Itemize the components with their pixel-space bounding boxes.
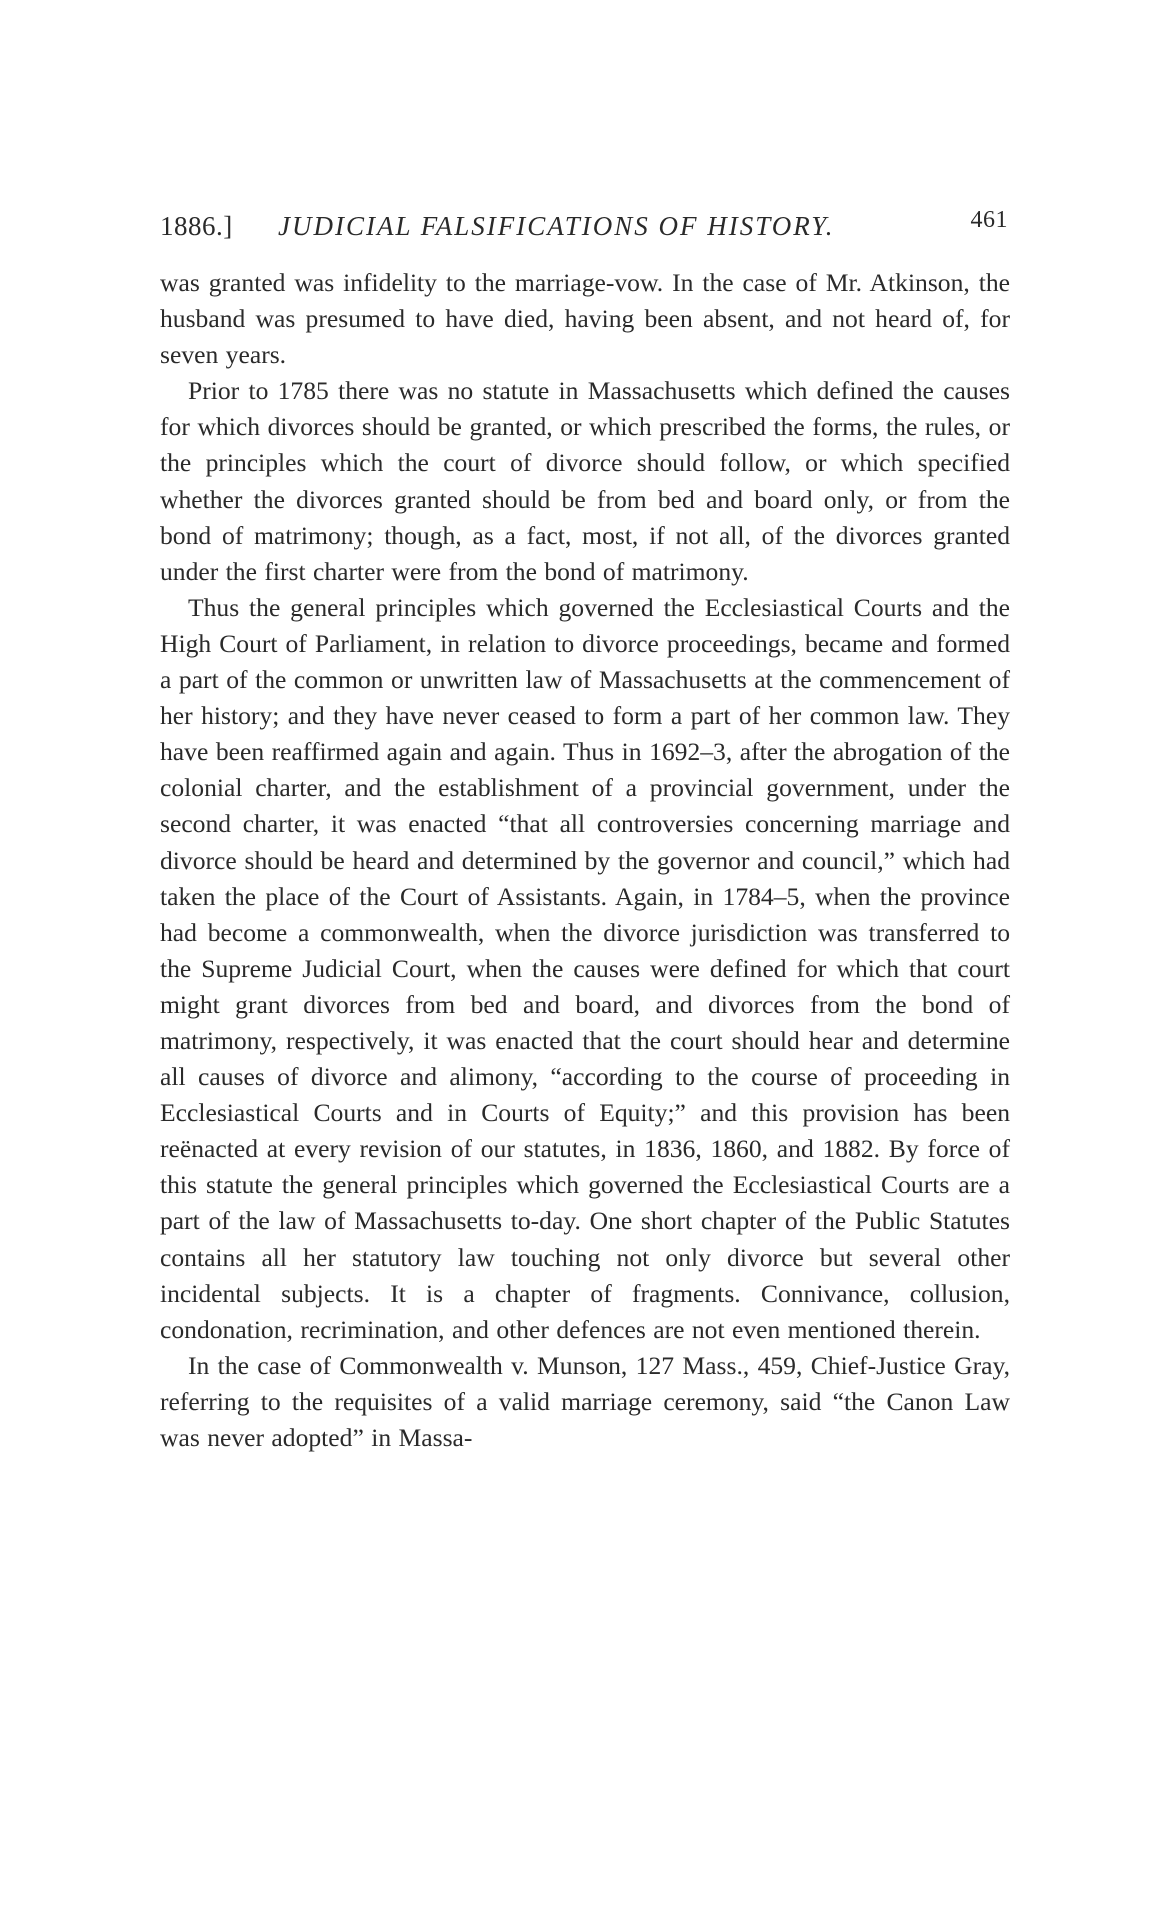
running-head <box>160 205 1010 245</box>
paragraph-principles: Thus the general principles which governed the Ecclesiastical Courts and the High Court of Parliament, in relation to divorce proceedings, became and formed a part of the common or unwritten law of Massachusetts at the commencement of her history; and they have never ceased to form a part of her common law. They have been reaffirmed again and again. Thus in 1692–3, after the abrogation of the colonial charter, and the establishment of a provincial government, under the second charter, it was enacted “that all controversies concerning marriage and divorce should be heard and determined by the governor and council,” which had taken the place of the Court of Assistants. Again, in 1784–5, when the province had become a commonwealth, when the divorce jurisdiction was transferred to the Supreme Judicial Court, when the causes were defined for which that court might grant divorces from bed and board, and divorces from the bond of matrimony, respectively, it was enacted that the court should hear and determine all causes of divorce and alimony, “according to the course of proceeding in Ecclesiastical Courts and in Courts of Equity;” and this provision has been reënacted at every revision of our statutes, in 1836, 1860, and 1882. By force of this statute the general principles which governed the Ecclesiastical Courts are a part of the law of Massachusetts to-day. One short chapter of the Public Statutes contains all her statutory law touching not only divorce but several other incidental subjects. It is a chapter of fragments. Connivance, collusion, condonation, recrimination, and other defences are not even mentioned therein. <box>160 592 1010 1344</box>
running-head-title: JUDICIAL FALSIFICATIONS OF HISTORY. <box>278 211 835 241</box>
book-page <box>160 205 1010 1456</box>
paragraph-statute: Prior to 1785 there was no statute in Massachusetts which defined the causes for which divorces should be granted, or which prescribed the forms, the rules, or the principles which the court of divorce should follow, or which specified whether the divorces granted should be from bed and board only, or from the bond of matrimony; though, as a fact, most, if not all, of the divorces granted under the first charter were from the bond of matrimony. <box>160 376 1010 586</box>
paragraph-continuation: was granted was infidelity to the marriage-vow. In the case of Mr. Atkinson, the husband was presumed to have died, having been absent, and not heard of, for seven years. <box>160 268 1010 370</box>
running-head-year: 1886.] <box>160 211 233 241</box>
page-number: 461 <box>970 207 1008 233</box>
paragraph-munson-case: In the case of Commonwealth v. Munson, 127 Mass., 459, Chief-Justice Gray, referring to the requisites of a valid marriage ceremony, said “the Canon Law was never adopted” in Massa- <box>160 1350 1010 1452</box>
body-text <box>160 265 1010 1456</box>
